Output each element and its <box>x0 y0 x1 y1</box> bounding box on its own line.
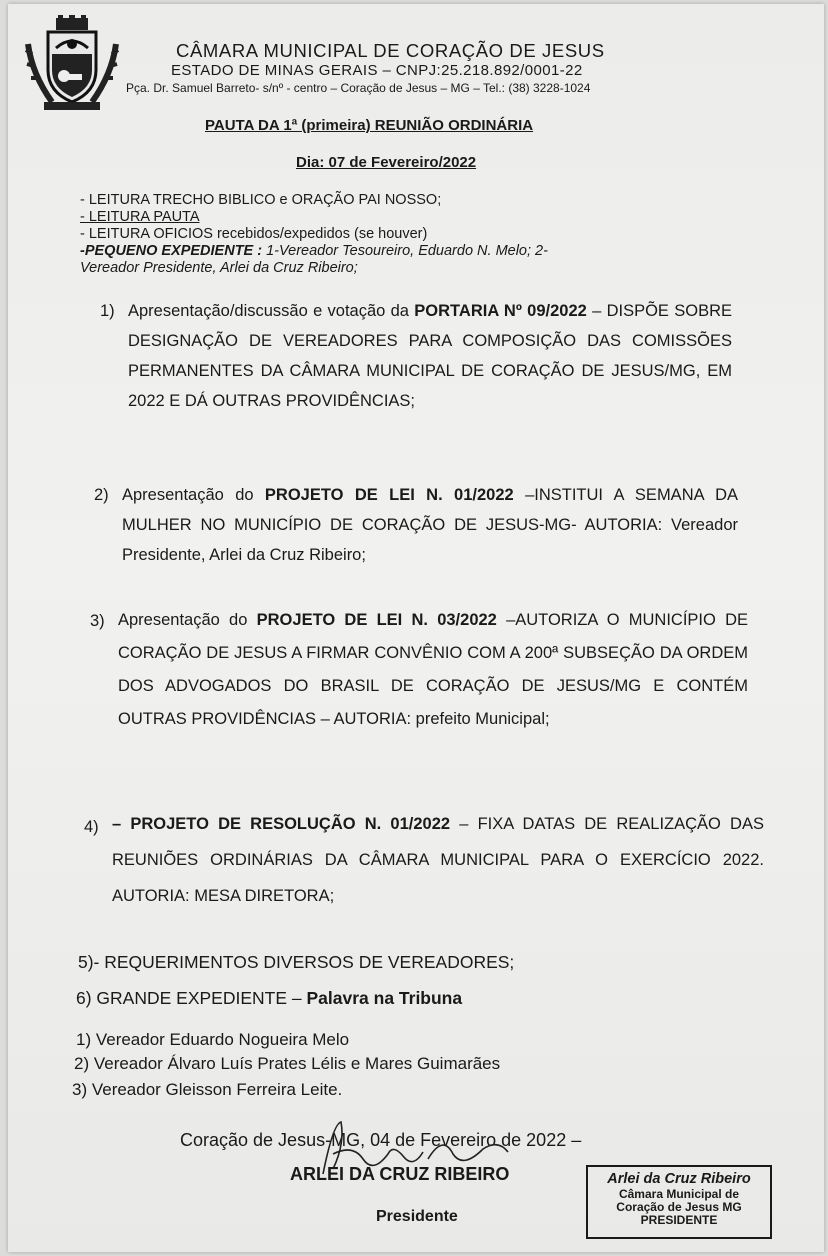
speaker-item: 2) Vereador Álvaro Luís Prates Lélis e Mares Guimarães <box>74 1054 501 1073</box>
signer-name: ARLEI DA CRUZ RIBEIRO <box>290 1164 510 1184</box>
item-bold-text: PROJETO DE LEI N. 01/2022 <box>264 486 514 504</box>
signer-role: Presidente <box>376 1208 458 1225</box>
item-text: Apresentação do <box>122 486 265 504</box>
item-text: Apresentação do <box>118 611 257 629</box>
agenda-item <box>112 806 764 914</box>
header-subtitle: ESTADO DE MINAS GERAIS – CNPJ:25.218.892/0001-22 <box>171 62 583 79</box>
coat-of-arms-icon <box>22 14 122 114</box>
item-text: –INSTITUI A SEMANA DA MULHER NO MUNICÍPIO DE CORAÇÃO DE JESUS-MG- AUTORIA: Vereador Presidente, Arlei da Cruz Ribeiro; <box>122 486 738 564</box>
pequeno-expediente-label: -PEQUENO EXPEDIENTE : <box>80 243 263 259</box>
place-and-date: Coração de Jesus-MG, 04 de Fevereiro de 2022 – <box>180 1130 582 1150</box>
preliminary-line <box>80 243 548 260</box>
agenda-item <box>122 480 738 570</box>
preliminary-line: - LEITURA OFICIOS recebidos/expedidos (se houver) <box>80 226 428 242</box>
item-text: –AUTORIZA O MUNICÍPIO DE CORAÇÃO DE JESUS A FIRMAR CONVÊNIO COM A 200ª SUBSEÇÃO DA ORDEM DOS ADVOGADOS DO BRASIL DE CORAÇÃO DE JESUS/MG E CONTÉM OUTRAS PROVIDÊNCIAS – AUTORIA: prefeito Municipal; <box>118 611 749 728</box>
agenda-item-grande-expediente <box>76 988 462 1009</box>
agenda-item <box>128 296 732 416</box>
item-text: 6) GRANDE EXPEDIENTE – <box>76 988 302 1008</box>
speaker-item: 3) Vereador Gleisson Ferreira Leite. <box>72 1080 343 1099</box>
president-stamp <box>586 1165 772 1239</box>
speaker-item: 1) Vereador Eduardo Nogueira Melo <box>76 1030 350 1049</box>
item-number: 3) <box>90 612 105 630</box>
agenda-item-requerimentos: 5)- REQUERIMENTOS DIVERSOS DE VEREADORES; <box>78 952 515 972</box>
item-bold-text: PROJETO DE LEI N. 03/2022 <box>256 611 497 629</box>
header-address: Pça. Dr. Samuel Barreto- s/nº - centro – Coração de Jesus – MG – Tel.: (38) 3228-1024 <box>126 81 591 95</box>
item-number: 1) <box>100 302 115 320</box>
item-bold-text: PORTARIA Nº 09/2022 <box>414 302 587 320</box>
stamp-line: Coração de Jesus MG <box>616 1200 742 1214</box>
stamp-name: Arlei da Cruz Ribeiro <box>607 1171 751 1187</box>
document-page <box>8 4 824 1252</box>
item-text: Apresentação/discussão e votação da <box>128 302 415 320</box>
stamp-line: PRESIDENTE <box>640 1213 718 1227</box>
preliminary-line: - LEITURA PAUTA <box>80 209 200 225</box>
item-bold-text: – PROJETO DE RESOLUÇÃO N. 01/2022 <box>112 815 451 833</box>
item-number: 4) <box>84 818 99 836</box>
item-number: 2) <box>94 486 109 504</box>
agenda-item <box>118 604 748 736</box>
header-title: CÂMARA MUNICIPAL DE CORAÇÃO DE JESUS <box>176 40 605 61</box>
stamp-line: Câmara Municipal de <box>618 1187 740 1201</box>
preliminary-line: Vereador Presidente, Arlei da Cruz Ribeiro; <box>80 260 358 276</box>
item-bold-text: Palavra na Tribuna <box>301 988 463 1008</box>
handwritten-signature <box>293 1114 543 1184</box>
item-text: – DISPÕE SOBRE DESIGNAÇÃO DE VEREADORES PARA COMPOSIÇÃO DAS COMISSÕES PERMANENTES DA CÂMARA MUNICIPAL DE CORAÇÃO DE JESUS/MG, EM 2022 E DÁ OUTRAS PROVIDÊNCIAS; <box>128 302 732 410</box>
agenda-title: PAUTA DA 1ª (primeira) REUNIÃO ORDINÁRIA <box>205 117 534 134</box>
item-text: – FIXA DATAS DE REALIZAÇÃO DAS REUNIÕES ORDINÁRIAS DA CÂMARA MUNICIPAL PARA O EXERCÍCIO 2022. AUTORIA: MESA DIRETORA; <box>112 815 764 905</box>
preliminary-line: - LEITURA TRECHO BIBLICO e ORAÇÃO PAI NOSSO; <box>80 192 442 208</box>
pequeno-expediente-text: 1-Vereador Tesoureiro, Eduardo N. Melo; 2- <box>262 243 548 259</box>
meeting-date: Dia: 07 de Fevereiro/2022 <box>296 154 477 171</box>
